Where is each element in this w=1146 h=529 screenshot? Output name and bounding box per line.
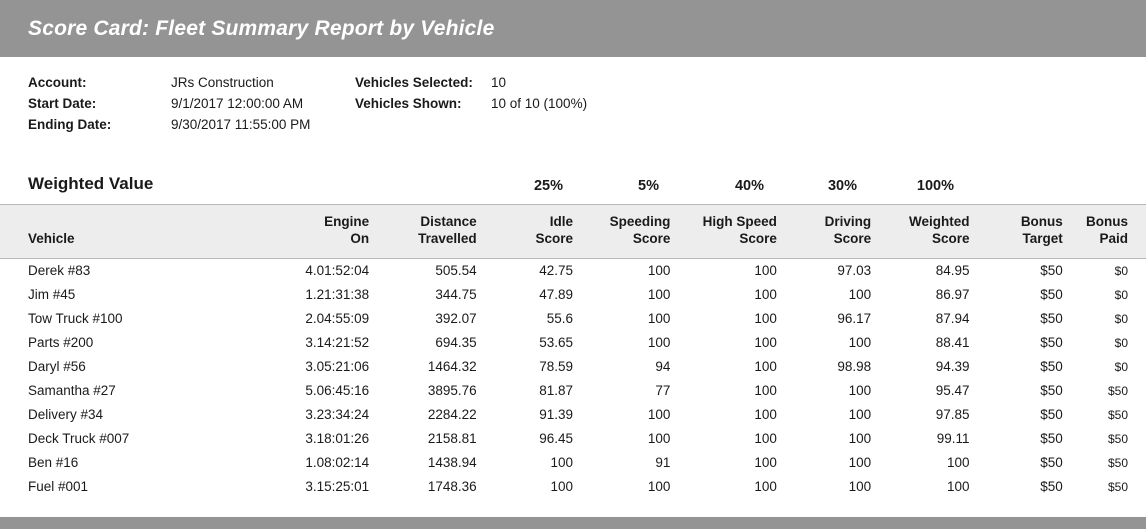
column-header-driving-line2: Score — [833, 230, 872, 246]
cell-bonus-target: $50 — [1040, 407, 1063, 423]
column-header-speeding-line2: Score — [632, 230, 671, 246]
cell-weighted-score: 95.47 — [935, 383, 970, 399]
cell-engine-on: 5.06:45:16 — [305, 383, 370, 399]
cell-vehicle: Deck Truck #007 — [28, 431, 130, 447]
cell-speeding-score: 91 — [655, 455, 671, 471]
weighted-bonus-target-blank — [956, 178, 1048, 194]
metadata-row-ending-date — [28, 117, 1146, 138]
cell-vehicle: Ben #16 — [28, 455, 79, 471]
cell-engine-on: 1.21:31:38 — [305, 287, 370, 303]
cell-idle-score: 78.59 — [539, 359, 574, 375]
weighted-value-label: Weighted Value — [28, 174, 154, 193]
cell-high-speed-score: 100 — [754, 383, 777, 399]
metadata-row-account — [28, 75, 1146, 96]
cell-bonus-paid: $0 — [1114, 287, 1128, 302]
cell-high-speed-score: 100 — [754, 431, 777, 447]
cell-weighted-score: 87.94 — [935, 311, 970, 327]
column-header-high-speed-line2: Score — [739, 230, 777, 246]
cell-driving-score: 97.03 — [837, 263, 872, 279]
cell-weighted-score: 99.11 — [936, 431, 970, 447]
cell-driving-score: 96.17 — [837, 311, 872, 327]
cell-idle-score: 96.45 — [539, 431, 574, 447]
cell-high-speed-score: 100 — [754, 455, 777, 471]
report-footer-bar — [0, 517, 1146, 529]
cell-bonus-paid: $0 — [1114, 335, 1128, 350]
cell-distance: 694.35 — [435, 335, 477, 351]
cell-bonus-target: $50 — [1040, 359, 1063, 375]
table-row[interactable] — [0, 355, 1146, 379]
column-header-engine-on[interactable] — [266, 205, 371, 259]
fleet-summary-table — [0, 204, 1146, 499]
cell-bonus-paid: $0 — [1114, 263, 1128, 278]
cell-bonus-target: $50 — [1040, 455, 1063, 471]
cell-speeding-score: 100 — [647, 263, 671, 279]
account-value: JRs Construction — [171, 75, 274, 90]
column-header-weighted-line2: Score — [931, 230, 970, 246]
table-row[interactable] — [0, 379, 1146, 403]
cell-vehicle: Samantha #27 — [28, 383, 116, 399]
column-header-engine-on-line2: On — [350, 230, 370, 246]
table-row[interactable] — [0, 331, 1146, 355]
account-label: Account: — [28, 75, 87, 90]
vehicles-shown-label: Vehicles Shown: — [355, 96, 462, 111]
cell-high-speed-score: 100 — [754, 335, 777, 351]
column-header-idle-line2: Score — [535, 230, 574, 246]
cell-idle-score: 42.75 — [539, 263, 574, 279]
cell-bonus-target: $50 — [1040, 431, 1063, 447]
cell-driving-score: 98.98 — [837, 359, 872, 375]
cell-idle-score: 81.87 — [539, 383, 574, 399]
ending-date-value: 9/30/2017 11:55:00 PM — [171, 117, 311, 132]
weighted-driving-percent: 30% — [827, 178, 857, 194]
report-title-bar — [0, 0, 1146, 57]
cell-speeding-score: 100 — [647, 287, 671, 303]
cell-vehicle: Fuel #001 — [28, 479, 89, 495]
column-header-bonus-target-line2: Target — [1022, 230, 1063, 246]
cell-driving-score: 100 — [848, 407, 872, 423]
cell-distance: 2158.81 — [427, 431, 477, 447]
cell-weighted-score: 84.95 — [935, 263, 970, 279]
column-header-high-speed-line1: High Speed — [702, 214, 777, 229]
cell-engine-on: 3.18:01:26 — [305, 431, 370, 447]
column-header-bonus-paid[interactable] — [1065, 205, 1146, 259]
cell-engine-on: 4.01:52:04 — [305, 263, 370, 279]
cell-bonus-target: $50 — [1040, 335, 1063, 351]
cell-speeding-score: 100 — [647, 479, 671, 495]
cell-distance: 1748.36 — [427, 479, 477, 495]
vehicles-shown-value: 10 of 10 (100%) — [491, 96, 588, 111]
cell-bonus-target: $50 — [1040, 479, 1063, 495]
column-header-distance-line2: Travelled — [418, 230, 477, 246]
cell-bonus-paid: $0 — [1114, 359, 1128, 374]
cell-weighted-score: 94.39 — [935, 359, 970, 375]
cell-bonus-paid: $50 — [1107, 479, 1128, 494]
table-row[interactable] — [0, 258, 1146, 283]
cell-vehicle: Delivery #34 — [28, 407, 104, 423]
cell-bonus-target: $50 — [1040, 311, 1063, 327]
weighted-value-cells — [260, 178, 1128, 194]
column-header-weighted-line1: Weighted — [909, 214, 970, 229]
column-header-driving-score[interactable] — [779, 205, 873, 259]
column-header-weighted-score[interactable] — [873, 205, 971, 259]
table-body — [0, 258, 1146, 499]
cell-vehicle: Parts #200 — [28, 335, 94, 351]
cell-idle-score: 55.6 — [546, 311, 574, 327]
table-row[interactable] — [0, 307, 1146, 331]
cell-engine-on: 3.14:21:52 — [305, 335, 370, 351]
weighted-idle-percent: 25% — [533, 178, 563, 194]
cell-distance: 3895.76 — [427, 383, 477, 399]
cell-driving-score: 100 — [848, 479, 872, 495]
cell-bonus-paid: $50 — [1107, 383, 1128, 398]
cell-engine-on: 1.08:02:14 — [305, 455, 370, 471]
cell-vehicle: Tow Truck #100 — [28, 311, 123, 327]
cell-speeding-score: 100 — [647, 311, 671, 327]
cell-weighted-score: 100 — [946, 455, 970, 471]
cell-bonus-target: $50 — [1040, 263, 1063, 279]
ending-date-label: Ending Date: — [28, 117, 112, 132]
column-header-vehicle-label: Vehicle — [28, 230, 75, 246]
column-header-idle-line1: Idle — [549, 214, 574, 229]
cell-weighted-score: 97.85 — [935, 407, 970, 423]
column-header-bonus-target[interactable] — [972, 205, 1065, 259]
cell-distance: 2284.22 — [427, 407, 477, 423]
cell-weighted-score: 86.97 — [935, 287, 970, 303]
cell-distance: 1464.32 — [427, 359, 477, 375]
cell-engine-on: 3.05:21:06 — [305, 359, 370, 375]
cell-driving-score: 100 — [848, 335, 872, 351]
cell-idle-score: 53.65 — [539, 335, 574, 351]
metadata-row-start-date — [28, 96, 1146, 117]
cell-weighted-score: 88.41 — [935, 335, 970, 351]
cell-bonus-paid: $50 — [1107, 431, 1128, 446]
table-header-row — [0, 205, 1146, 259]
table-row[interactable] — [0, 451, 1146, 475]
column-header-bonus-target-line1: Bonus — [1020, 214, 1063, 229]
table-row[interactable] — [0, 427, 1146, 451]
cell-vehicle: Daryl #56 — [28, 359, 86, 375]
cell-idle-score: 47.89 — [539, 287, 574, 303]
cell-distance: 344.75 — [435, 287, 477, 303]
table-row[interactable] — [0, 283, 1146, 307]
cell-vehicle: Jim #45 — [28, 287, 76, 303]
cell-high-speed-score: 100 — [754, 359, 777, 375]
column-header-bonus-paid-line1: Bonus — [1086, 214, 1128, 229]
cell-distance: 505.54 — [435, 263, 477, 279]
cell-bonus-paid: $50 — [1107, 455, 1128, 470]
cell-driving-score: 100 — [848, 455, 872, 471]
cell-speeding-score: 77 — [655, 383, 671, 399]
cell-speeding-score: 100 — [647, 335, 671, 351]
column-header-speeding-line1: Speeding — [609, 214, 671, 229]
cell-engine-on: 3.15:25:01 — [305, 479, 370, 495]
start-date-label: Start Date: — [28, 96, 97, 111]
column-header-vehicle[interactable] — [0, 205, 266, 259]
cell-driving-score: 100 — [848, 431, 872, 447]
cell-driving-score: 100 — [848, 383, 872, 399]
weighted-total-percent: 100% — [916, 178, 954, 194]
cell-driving-score: 100 — [848, 287, 872, 303]
page-title: Score Card: Fleet Summary Report by Vehicle — [28, 16, 495, 40]
cell-idle-score: 91.39 — [539, 407, 574, 423]
weighted-bonus-paid-blank — [1048, 178, 1128, 194]
cell-engine-on: 3.23:34:24 — [305, 407, 370, 423]
column-header-driving-line1: Driving — [824, 214, 872, 229]
column-header-distance[interactable] — [371, 205, 479, 259]
cell-distance: 1438.94 — [427, 455, 477, 471]
weighted-value-row — [0, 160, 1146, 194]
start-date-value: 9/1/2017 12:00:00 AM — [171, 96, 304, 111]
cell-speeding-score: 94 — [655, 359, 671, 375]
column-header-idle-score[interactable] — [479, 205, 575, 259]
cell-bonus-paid: $0 — [1114, 311, 1128, 326]
cell-speeding-score: 100 — [647, 407, 671, 423]
column-header-high-speed-score[interactable] — [672, 205, 778, 259]
cell-idle-score: 100 — [550, 479, 574, 495]
cell-high-speed-score: 100 — [754, 311, 777, 327]
cell-high-speed-score: 100 — [754, 407, 777, 423]
cell-high-speed-score: 100 — [754, 479, 777, 495]
report-metadata — [0, 57, 1146, 138]
column-header-engine-on-line1: Engine — [324, 214, 370, 229]
cell-high-speed-score: 100 — [754, 287, 777, 303]
weighted-spacer-distance — [364, 178, 470, 194]
cell-engine-on: 2.04:55:09 — [305, 311, 370, 327]
cell-vehicle: Derek #83 — [28, 263, 91, 279]
cell-distance: 392.07 — [435, 311, 477, 327]
cell-speeding-score: 100 — [647, 431, 671, 447]
column-header-speeding-score[interactable] — [575, 205, 672, 259]
weighted-spacer-engine — [260, 178, 364, 194]
table-row[interactable] — [0, 475, 1146, 499]
column-header-bonus-paid-line2: Paid — [1099, 230, 1128, 246]
vehicles-selected-value: 10 — [491, 75, 507, 90]
weighted-high-speed-percent: 40% — [734, 178, 764, 194]
weighted-speeding-percent: 5% — [638, 178, 659, 194]
cell-bonus-paid: $50 — [1107, 407, 1128, 422]
cell-high-speed-score: 100 — [754, 263, 777, 279]
cell-bonus-target: $50 — [1040, 383, 1063, 399]
cell-weighted-score: 100 — [946, 479, 970, 495]
cell-bonus-target: $50 — [1040, 287, 1063, 303]
column-header-distance-line1: Distance — [420, 214, 477, 229]
table-header — [0, 205, 1146, 259]
vehicles-selected-label: Vehicles Selected: — [355, 75, 473, 90]
table-row[interactable] — [0, 403, 1146, 427]
cell-idle-score: 100 — [550, 455, 574, 471]
